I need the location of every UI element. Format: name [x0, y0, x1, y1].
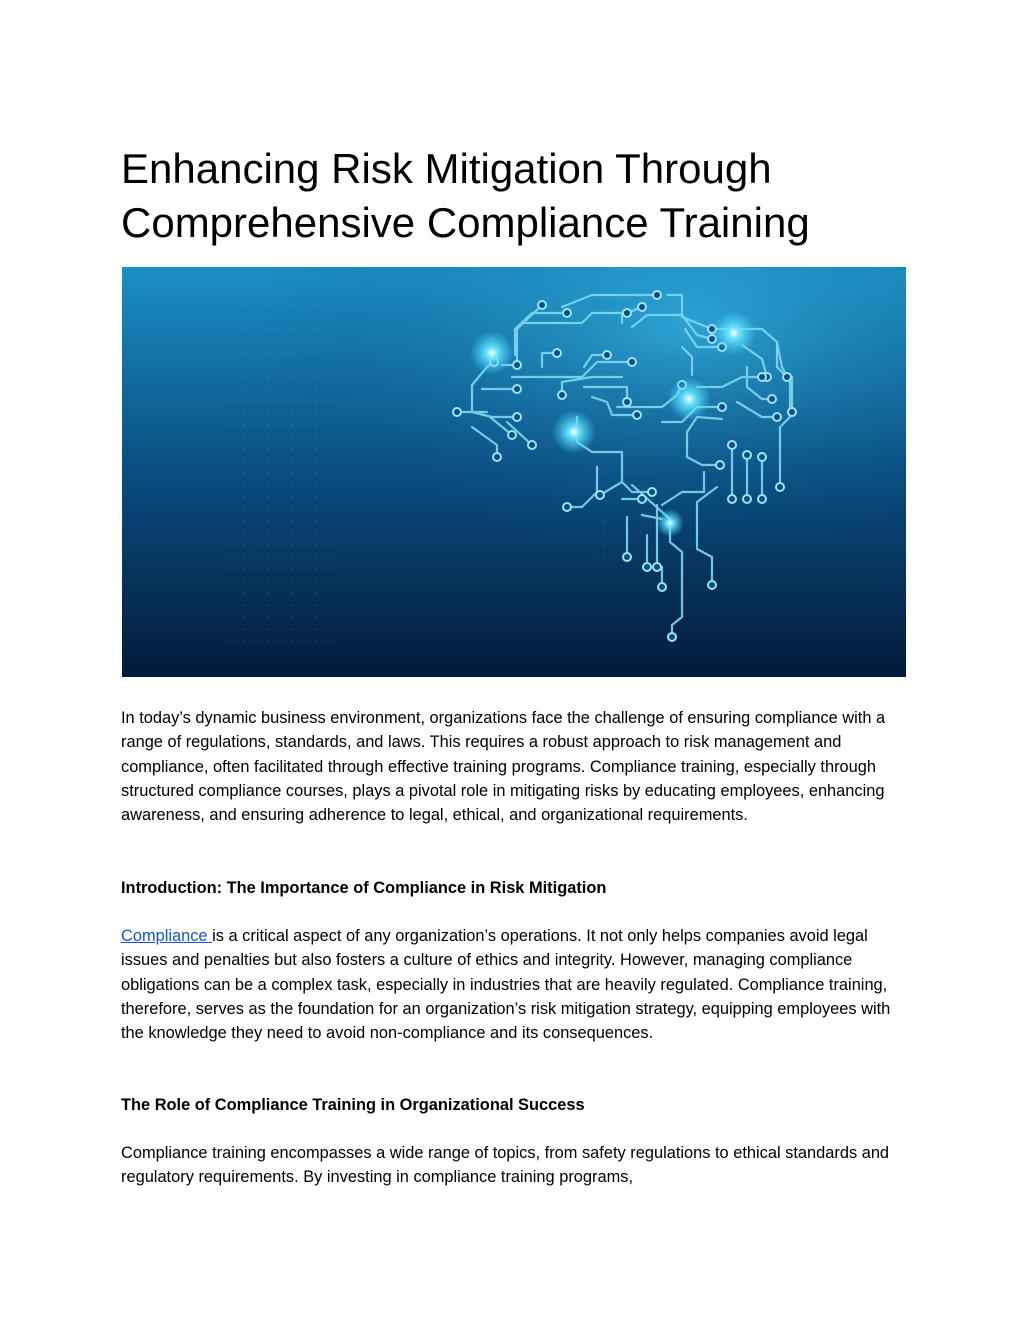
title-line-2: Comprehensive Compliance Training — [121, 199, 810, 246]
intro-paragraph: In today’s dynamic business environment, organizations face the challenge of ensuring compliance with a range of regulations, standards, and laws. This requires a robust approach to risk management and compliance, often facilitated through effective training programs. Compliance training, especially through structured compliance courses, plays a pivotal role in mitigating risks by educating employees, enhancing awareness, and ensuring adherence to legal, ethical, and organizational requirements. — [121, 709, 886, 825]
role-paragraph: Compliance training encompasses a wide range of topics, from safety regulations to ethical standards and regulatory requirements. By investing in compliance training programs, — [121, 1144, 890, 1187]
hero-image — [122, 267, 906, 677]
section-heading-role: The Role of Compliance Training in Organizational Success — [121, 1096, 585, 1114]
page-title — [121, 142, 921, 250]
compliance-link[interactable]: Compliance — [121, 927, 213, 945]
importance-paragraph-text: is a critical aspect of any organization’s operations. It not only helps companies avoid legal issues and penalties but also fosters a culture of ethics and integrity. However, managing compliance obligations can be a complex task, especially in industries that are heavily regulated. Compliance training, therefore, serves as the foundation for an organization’s risk mitigation strategy, equipping employees with the knowledge they need to avoid non-compliance and its consequences. — [121, 927, 891, 1043]
section-heading-importance: Introduction: The Importance of Compliance in Risk Mitigation — [121, 879, 607, 897]
circuit-brain-icon — [122, 267, 906, 677]
title-line-1: Enhancing Risk Mitigation Through — [121, 145, 772, 192]
importance-paragraph — [121, 924, 911, 1045]
